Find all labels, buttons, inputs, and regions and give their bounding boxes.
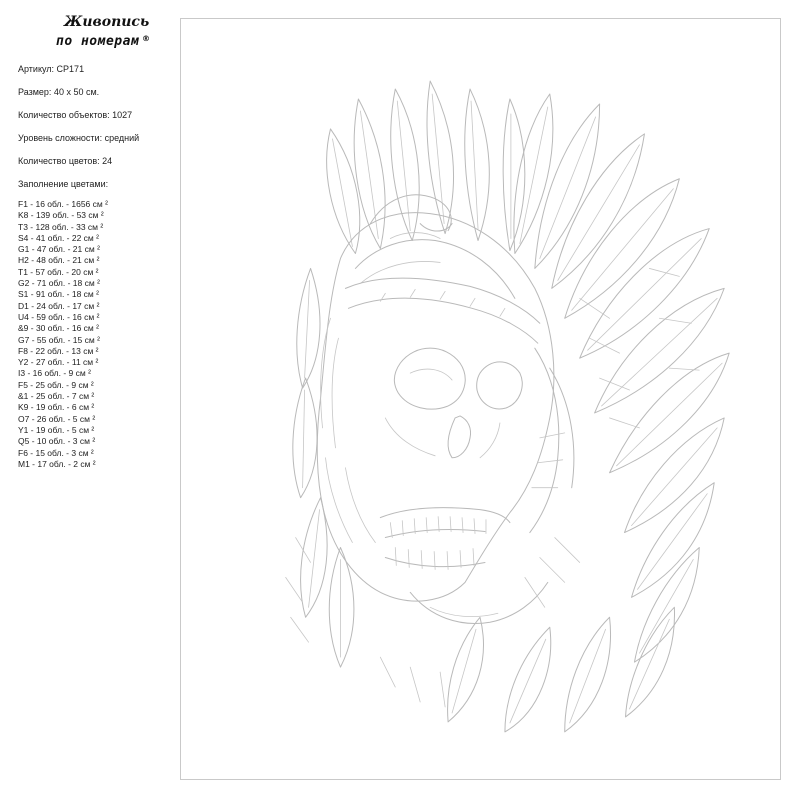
color-fill-item: T1 - 57 обл. - 20 см ² [18,266,99,277]
objects-count-label: Количество объектов: 1027 [18,110,133,120]
color-fill-item: K8 - 139 обл. - 53 см ² [18,210,104,221]
feather-outlines [293,81,729,732]
size-label: Размер: 40 х 50 см. [18,87,100,97]
color-fill-item: G1 - 47 обл. - 21 см ² [18,244,100,255]
color-fill-item: S4 - 41 обл. - 22 см ² [18,232,99,243]
color-fill-item: T3 - 128 обл. - 33 см ² [18,221,104,232]
color-fill-item: I3 - 16 обл. - 9 см ² [18,368,91,379]
detail-strokes [286,268,700,707]
color-fill-item: Y2 - 27 обл. - 11 см ² [18,357,99,368]
brand-line-2: по номерам [56,34,140,49]
difficulty-label: Уровень сложности: средний [18,133,140,143]
coloring-canvas [180,18,781,780]
color-fill-list [18,199,176,470]
brand-line-1: Живопись [64,14,150,30]
color-fill-item: &9 - 30 обл. - 16 см ² [18,323,99,334]
color-fill-item: G2 - 71 обл. - 18 см ² [18,278,100,289]
color-fill-item: F1 - 16 обл. - 1656 см ² [18,199,108,209]
color-fill-item: K9 - 19 обл. - 6 см ² [18,402,95,413]
color-fill-item: U4 - 59 обл. - 16 см ² [18,311,100,322]
color-fill-item: S1 - 91 обл. - 18 см ² [18,289,99,300]
color-fill-item: Y1 - 19 обл. - 5 см ² [18,424,95,435]
colors-count-label: Количество цветов: 24 [18,156,113,166]
color-fill-item: H2 - 48 обл. - 21 см ² [18,255,100,266]
color-fill-item: F6 - 15 обл. - 3 см ² [18,447,94,458]
skull-headdress-outline [181,19,780,779]
color-fill-item: O7 - 26 обл. - 5 см ² [18,413,96,424]
color-fill-item: G7 - 55 обл. - 15 см ² [18,334,100,345]
article-label: Артикул: СР171 [18,64,85,74]
color-fill-item: F8 - 22 обл. - 13 см ² [18,345,99,356]
registered-mark: ® [142,34,150,43]
color-fill-item: Q5 - 10 обл. - 3 см ² [18,436,96,447]
info-sidebar [18,12,176,470]
color-fill-item: F5 - 25 обл. - 9 см ² [18,379,94,390]
brand-logo [18,12,176,56]
color-fill-heading: Заполнение цветами: [18,179,109,189]
color-fill-item: &1 - 25 обл. - 7 см ² [18,391,95,402]
color-fill-item: D1 - 24 обл. - 17 см ² [18,300,100,311]
color-fill-item: M1 - 17 обл. - 2 см ² [18,458,96,469]
